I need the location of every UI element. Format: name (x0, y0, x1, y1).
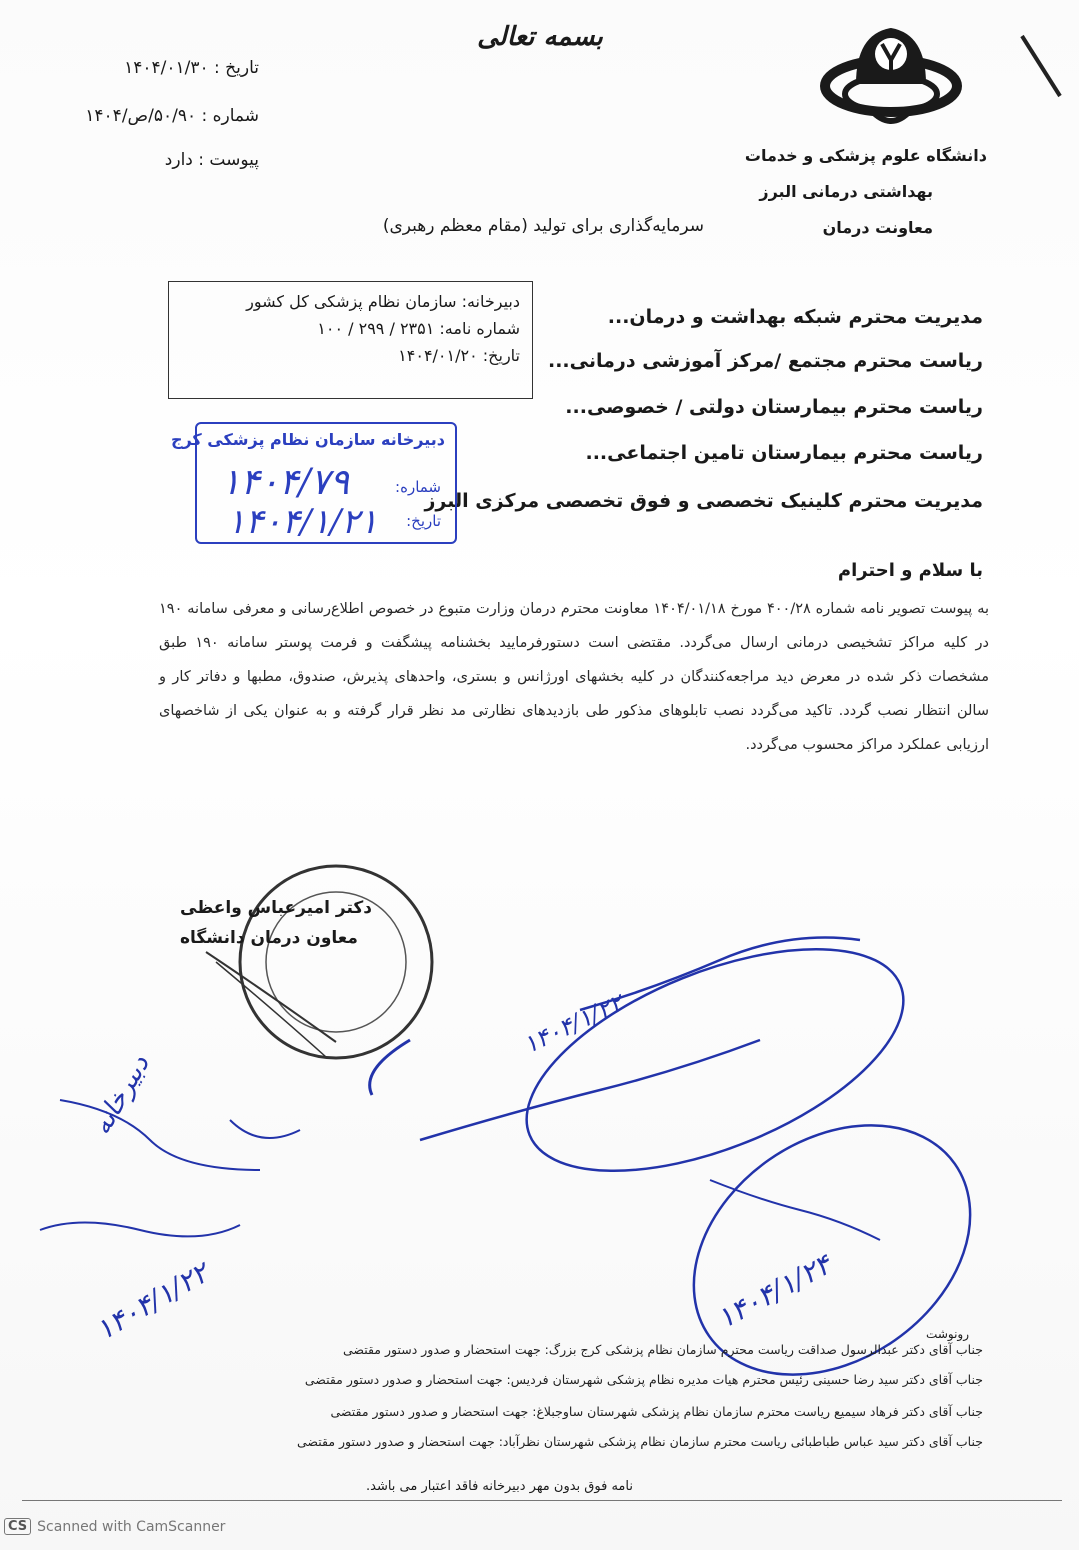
university-name-line2: بهداشتی درمانی البرز (759, 182, 933, 201)
greeting: با سلام و احترام (837, 560, 983, 581)
recipient-2: ریاست محترم مجتمع /مرکز آموزشی درمانی... (548, 350, 983, 372)
stamp-date-value: ۱۴۰۴/۱/۲۱ (227, 502, 378, 542)
handwriting-left-date: ۱۴۰۴/۱/۲۲ (90, 1256, 215, 1347)
cc-line-3: جناب آقای دکتر فرهاد سیمیع ریاست محترم سازمان نظام پزشکی شهرستان ساوجبلاغ: جهت استحضار و صدور دستور مقتضی (330, 1404, 983, 1419)
registry-stamp-blue (170, 422, 457, 544)
university-logo (816, 14, 966, 136)
signatory-title: معاون درمان دانشگاه (180, 928, 358, 948)
number-line: شماره : ۵۰/۹۰/ص/۱۴۰۴ (85, 106, 259, 126)
letter-body: به پیوست تصویر نامه شماره ۴۰۰/۲۸ مورخ ۱۴۰۴/۰۱/۱۸ معاونت محترم درمان وزارت متبوع در خصوص اطلاع‌رسانی و معرفی سامانه ۱۹۰ در کلیه مراکز تشخیصی درمانی ارسال می‌گردد. مقتضی است دستورفرمایید بخشنامه پیشگفت و فرمت پوستر سامانه ۱۹۰ طبق مشخصات ذکر شده در معرض دید مراجعه‌کنندگان در کلیه بخشهای اورژانس و بستری، واحدهای پذیرش، صندوق، مطبها و دفاتر کار و سالن انتظار نصب گردد. تاکید می‌گردد نصب تابلوهای مذکور طی بازدیدهای نظارتی مد نظر قرار گرفته و به عنوان یکی از شاخصهای ارزیابی عملکرد مراکز محسوب می‌گردد. (159, 601, 989, 753)
recipient-5: مدیریت محترم کلینیک تخصصی و فوق تخصصی مرکزی البرز (424, 490, 983, 512)
signatory-name: دکتر امیرعباس واعظی (180, 898, 372, 918)
handwriting-bottom-date: ۱۴۰۴/۱/۲۴ (711, 1247, 837, 1336)
cc-line-4: جناب آقای دکتر سید عباس طباطبائی ریاست محترم سازمان نظام پزشکی شهرستان نظرآباد: جهت استحضار و صدور دستور مقتضی (297, 1434, 983, 1449)
registry-secretariat: دبیرخانه: سازمان نظام پزشکی کل کشور (246, 292, 520, 311)
registry-number: شماره نامه: ۲۳۵۱ / ۲۹۹ / ۱۰۰ (317, 319, 520, 338)
recipient-1: مدیریت محترم شبکه بهداشت و درمان... (607, 306, 983, 328)
stamp-number-label: شماره: (395, 478, 441, 496)
university-name-line1: دانشگاه علوم پزشکی و خدمات (744, 146, 987, 165)
official-round-stamp (186, 842, 436, 1072)
handwriting-left-note: دبیرخانه (86, 1050, 156, 1140)
slogan: سرمایه‌گذاری برای تولید (مقام معظم رهبری) (382, 216, 704, 236)
camscanner-logo-icon: CS (4, 1518, 31, 1535)
footer-divider (22, 1500, 1062, 1501)
stamp-title: دبیرخانه سازمان نظام پزشکی کرج (170, 430, 445, 449)
cc-title: رونوشت (926, 1327, 969, 1341)
recipient-4: ریاست محترم بیمارستان تامین اجتماعی... (585, 442, 983, 464)
scan-scratch-mark (1018, 34, 1066, 100)
stamp-number-value: ۱۴۰۴/۷۹ (221, 462, 350, 503)
recipient-3: ریاست محترم بیمارستان دولتی / خصوصی... (565, 396, 983, 418)
date-line: تاریخ : ۱۴۰۴/۰۱/۳۰ (124, 58, 259, 78)
stamp-date-label: تاریخ: (406, 512, 441, 530)
attachment-line: پیوست : دارد (164, 150, 259, 170)
bismillah: بسمه تعالی (477, 22, 603, 52)
handwriting-center-date: ۱۴۰۴/۱/۲۲ (519, 988, 628, 1060)
cc-line-2: جناب آقای دکتر سید رضا حسینی رئیس محترم هیات مدیره نظام پزشکی شهرستان فردیس: جهت استحضار و صدور دستور مقتضی (304, 1372, 983, 1387)
cc-line-1: جناب آقای دکتر عبدالرسول صداقت ریاست محترم سازمان نظام پزشکی کرج بزرگ: جهت استحضار و صدور دستور مقتضی (342, 1342, 983, 1357)
footer-note: نامه فوق بدون مهر دبیرخانه فاقد اعتبار می باشد. (366, 1479, 633, 1494)
registry-box (168, 281, 533, 399)
camscanner-watermark (4, 1518, 225, 1535)
camscanner-text: Scanned with CamScanner (37, 1518, 226, 1535)
department-name: معاونت درمان (822, 218, 933, 237)
registry-date: تاریخ: ۱۴۰۴/۰۱/۲۰ (398, 346, 520, 365)
